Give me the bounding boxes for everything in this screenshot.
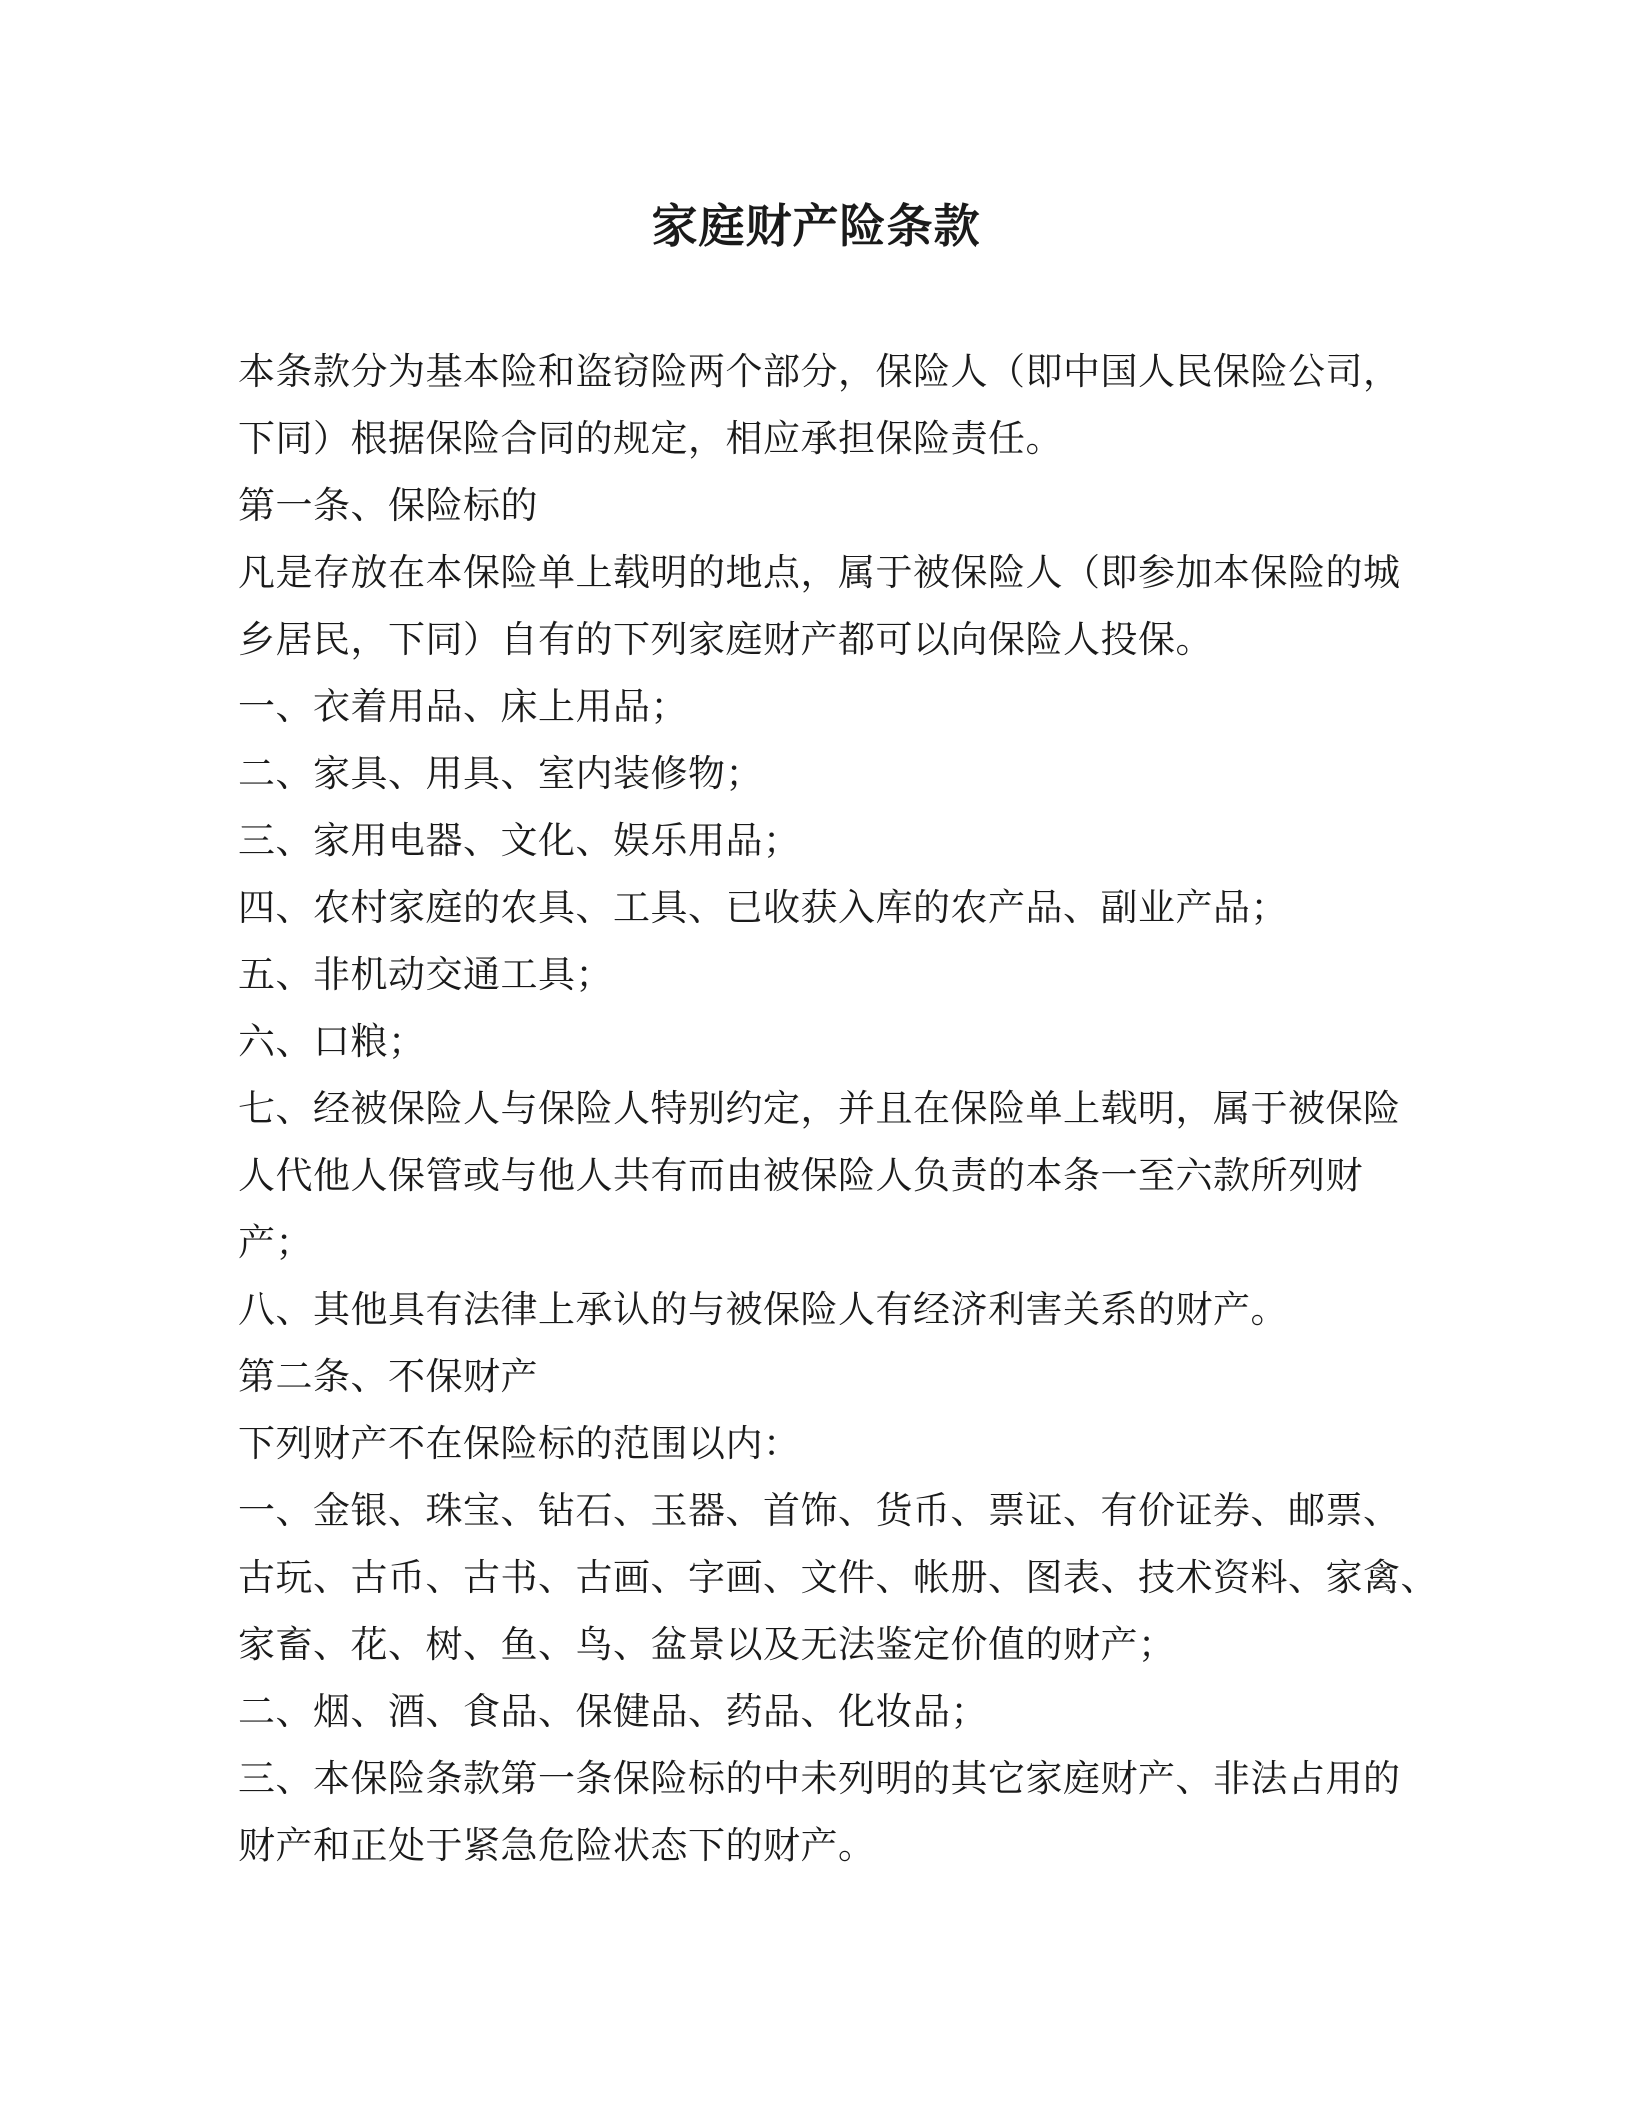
list-item: 三、本保险条款第一条保险标的中未列明的其它家庭财产、非法占用的 (238, 1757, 1401, 1800)
document-body (238, 338, 1438, 1879)
list-item: 八、其他具有法律上承认的与被保险人有经济利害关系的财产。 (238, 1288, 1288, 1331)
body-line: 凡是存放在本保险单上载明的地点，属于被保险人（即参加本保险的城 (238, 551, 1401, 594)
body-line: 下列财产不在保险标的范围以内： (238, 1422, 801, 1465)
body-line: 下同）根据保险合同的规定，相应承担保险责任。 (238, 417, 1063, 460)
list-item: 古玩、古币、古书、古画、字画、文件、帐册、图表、技术资料、家禽、 (238, 1556, 1438, 1599)
list-item: 人代他人保管或与他人共有而由被保险人负责的本条一至六款所列财 (238, 1154, 1363, 1197)
body-line: 乡居民，下同）自有的下列家庭财产都可以向保险人投保。 (238, 618, 1213, 661)
section-heading: 第一条、保险标的 (238, 484, 538, 527)
list-item: 四、农村家庭的农具、工具、已收获入库的农产品、副业产品； (238, 886, 1288, 929)
list-item: 一、金银、珠宝、钻石、玉器、首饰、货币、票证、有价证券、邮票、 (238, 1489, 1401, 1532)
list-item: 二、烟、酒、食品、保健品、药品、化妆品； (238, 1690, 988, 1733)
section-heading: 第二条、不保财产 (238, 1355, 538, 1398)
list-item: 财产和正处于紧急危险状态下的财产。 (238, 1824, 876, 1867)
list-item: 家畜、花、树、鱼、鸟、盆景以及无法鉴定价值的财产； (238, 1623, 1176, 1666)
list-item: 七、经被保险人与保险人特别约定，并且在保险单上载明，属于被保险 (238, 1087, 1401, 1130)
document-title: 家庭财产险条款 (651, 199, 981, 253)
list-item: 二、家具、用具、室内装修物； (238, 752, 763, 795)
list-item: 一、衣着用品、床上用品； (238, 685, 688, 728)
list-item: 六、口粮； (238, 1020, 426, 1063)
body-line: 本条款分为基本险和盗窃险两个部分，保险人（即中国人民保险公司， (238, 350, 1401, 393)
list-item: 五、非机动交通工具； (238, 953, 613, 996)
list-item: 产； (238, 1221, 313, 1264)
list-item: 三、家用电器、文化、娱乐用品； (238, 819, 801, 862)
